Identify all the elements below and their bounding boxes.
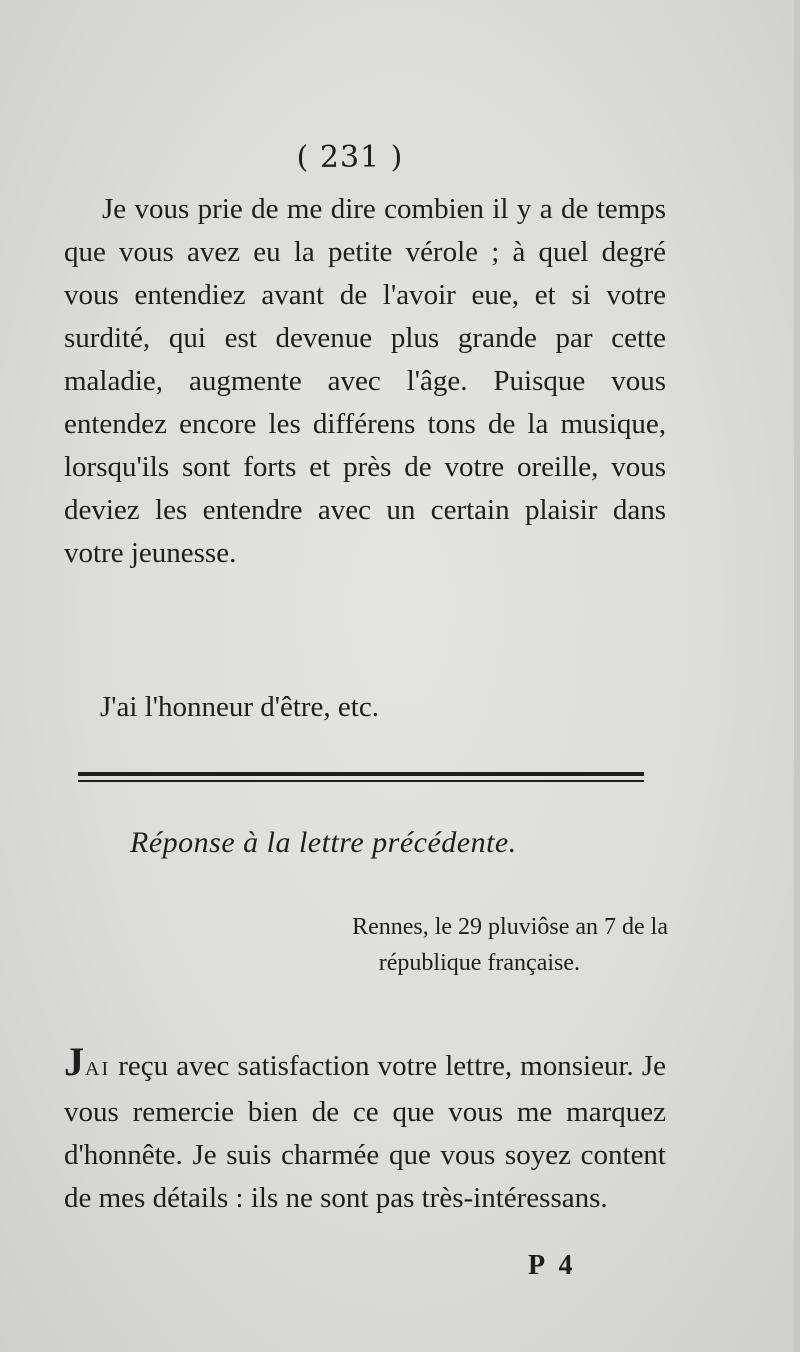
signature-mark: P 4 [528,1250,577,1281]
section-divider [78,772,644,782]
letter-paragraph: Je vous prie de me dire combien il y a de temps que vous avez eu la petite vérole ; à quel degré vous entendiez avant de l'avoir eue, et si votre surdité, qui est devenue plus grande par cette maladie, augmente avec l'âge. Puisque vous entendez encore les différens tons de la musique, lorsqu'ils sont forts et près de votre oreille, vous deviez les entendre avec un certain plaisir dans votre jeunesse. [64,193,666,569]
letter-body [64,188,666,575]
letter-closing: J'ai l'honneur d'être, etc. [100,691,379,723]
page-edge [794,0,800,1352]
divider-thick-line [78,772,644,776]
dateline-republic: république française. [378,950,580,976]
drop-cap: J [64,1039,85,1084]
reply-paragraph [64,1040,666,1220]
dateline-place-date: Rennes, le 29 pluviôse an 7 de la [352,914,668,940]
page-number: ( 231 ) [296,140,404,175]
reply-heading: Réponse à la lettre précédente. [130,826,517,859]
small-caps-word: AI [85,1058,111,1080]
reply-body [64,1040,666,1220]
reply-text: reçu avec satisfaction votre lettre, monsieur. Je vous remercie bien de ce que vous me marquez d'honnête. Je suis charmée que vous soyez content de mes détails : ils ne sont pas très-intéressans. [64,1050,666,1214]
divider-thin-line [78,780,644,782]
